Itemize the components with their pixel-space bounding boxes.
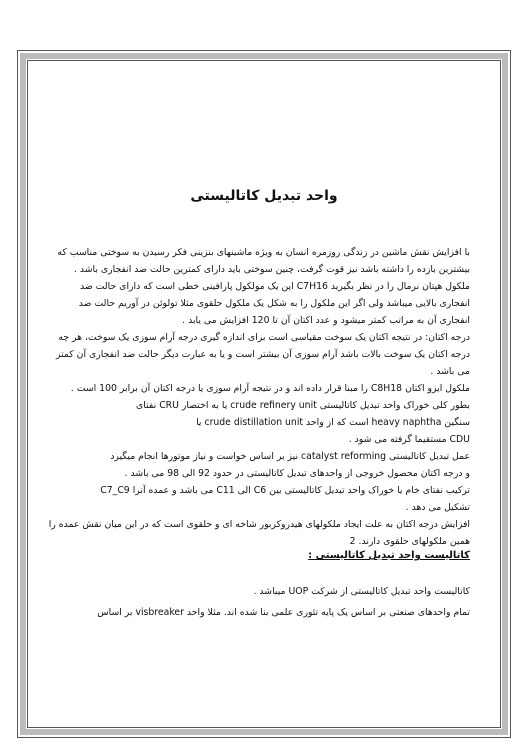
paragraph-line: ترکیب نفتای خام یا خوراک واحد تبدیل کاتالیستی بین C6 الی C11 می باشد و عمده آنرا C7_C9 bbox=[100, 485, 470, 496]
paragraph-line: با افزایش نقش ماشین در زندگی روزمره انسان به ویژه ماشینهای بنزینی فکر رسیدن به سوختی مناسب که bbox=[57, 247, 470, 258]
paragraph-line: ملکول ایزو اکتان C8H18 را مبنا قرار داده اند و در نتیجه آرام سوزی یا درجه اکتان آن برابر 100 است . bbox=[70, 383, 470, 394]
document-title: واحد تبدیل کاتالیستی bbox=[190, 188, 338, 204]
paragraph-line: سنگین heavy naphtha است که از واحد crude distillation unit یا bbox=[196, 417, 470, 428]
paragraph-line: تشکیل می دهد . bbox=[405, 502, 470, 513]
paragraph bbox=[58, 448, 470, 482]
paragraph bbox=[58, 380, 470, 448]
paragraph bbox=[58, 482, 470, 516]
paragraph-line: انفجاری بالایی میباشد ولی اگر این ملکول را به شکل یک ملکول حلقوی مثلا تولوئن در آوریم حالت ضد bbox=[78, 298, 470, 309]
paragraph-line: می باشد . bbox=[430, 366, 470, 377]
closing-line: تمام واحدهای صنعتی بر اساس یک پایه تئوری علمی بنا شده اند. مثلا واحد visbreaker بر اساس bbox=[97, 607, 470, 618]
paragraph-line: بیشترین بازده را داشته باشد نیز قوت گرفت، چنین سوختی باید دارای کمترین حالت ضد انفجاری باشد . bbox=[73, 264, 470, 275]
paragraph-line: درجه اکتان: در نتیجه اکتان یک سوخت مقیاسی است برای اندازه گیری درجه آرام سوزی یک سوخت، هر چه bbox=[58, 332, 470, 343]
document-body bbox=[48, 188, 470, 625]
paragraph-line: و درجه اکتان محصول خروجی از واحدهای تبدیل کاتالیستی در حدود 92 الی 98 می باشد . bbox=[124, 468, 470, 479]
paragraph-line: افزایش درجه اکتان به علت ایجاد ملکولهای هیدروکربور شاخه ای و حلقوی است که در این میان نقش عمده را bbox=[48, 519, 470, 530]
paragraph bbox=[58, 244, 470, 278]
paragraph bbox=[58, 278, 470, 329]
paragraph-line: درجه اکتان یک سوخت بالات باشد آرام سوزی آن بیشتر است و یا به عبارت دیگر حالت ضد انفجاری آن کمتر bbox=[55, 349, 470, 360]
paragraph bbox=[55, 329, 470, 380]
paragraph-line: همین ملکولهای حلقوی دارند. 2 bbox=[349, 536, 470, 547]
paragraph-line: بطور کلی خوراک واحد تبدیل کاتالیستی crude refinery unit یا به اختصار CRU نفتای bbox=[136, 400, 470, 411]
closing-line: کاتالیست واحد تبدیل کاتالیستی از شرکت UOP میباشد . bbox=[253, 586, 470, 597]
paragraph-line: انفجاری آن به مراتب کمتر میشود و عدد اکتان آن تا 120 افزایش می یابد . bbox=[182, 315, 470, 326]
paragraph bbox=[48, 516, 470, 550]
closing-container bbox=[58, 583, 470, 621]
paragraph-line: ملکول هپتان نرمال را در نظر بگیرید C7H16 این یک مولکول پارافینی خطی است که دارای حالت ضد bbox=[79, 281, 470, 292]
section-subheading: کاتالیست واحد تبدیل کاتالیستی : bbox=[308, 550, 470, 561]
paragraph-line: CDU مستقیما گرفته می شود . bbox=[348, 434, 470, 445]
paragraph-container bbox=[48, 244, 470, 550]
paragraph-line: عمل تبدیل کاتالیستی catalyst reforming نیز بر اساس خواست و نیاز موتورها انجام میگیرد bbox=[110, 451, 470, 462]
